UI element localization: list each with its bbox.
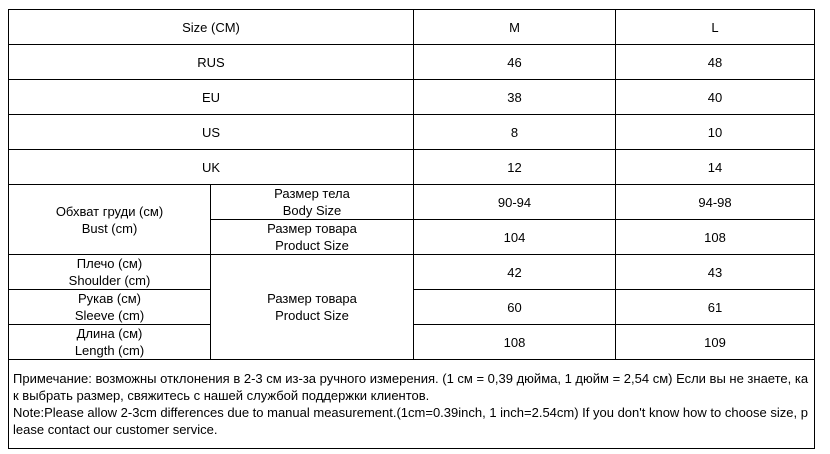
length-label-ru: Длина (см): [76, 326, 143, 341]
table-row-uk: [9, 150, 815, 185]
sleeve-label-cell: [9, 290, 211, 325]
sleeve-label-en: Sleeve (cm): [74, 308, 145, 323]
row-label: RUS: [9, 45, 414, 80]
shoulder-label-ru: Плечо (см): [76, 256, 143, 271]
note-text-en: Note:Please allow 2-3cm differences due to manual measurement.(1cm=0.39inch, 1 inch=2.54cm) If you don't know how to choose size, please contact our customer service.: [13, 405, 808, 437]
shoulder-label-cell: [9, 255, 211, 290]
table-row-eu: [9, 80, 815, 115]
cell-m: 46: [414, 45, 616, 80]
row-label: EU: [9, 80, 414, 115]
cell-l: 40: [616, 80, 815, 115]
cell-l: 48: [616, 45, 815, 80]
cell-m: 60: [414, 290, 616, 325]
cell-l: 108: [616, 220, 815, 255]
cell-m: 42: [414, 255, 616, 290]
table-row-shoulder: [9, 255, 815, 290]
bust-label-ru: Обхват груди (см): [55, 203, 164, 219]
cell-m: 38: [414, 80, 616, 115]
table-row-bust-body: [9, 185, 815, 220]
bust-label-cell: [9, 185, 211, 255]
note-text-ru: Примечание: возможны отклонения в 2-3 см из-за ручного измерения. (1 см = 0,39 дюйма, 1 дюйм = 2,54 см) Если вы не знаете, как выбрать размер, свяжитесь с нашей службой поддержки клиентов.: [13, 371, 809, 403]
header-row: [9, 10, 815, 45]
product-size-label-en: Product Size: [275, 308, 349, 323]
cell-l: 14: [616, 150, 815, 185]
size-chart-table: [8, 9, 815, 449]
body-size-label-ru: Размер тела: [274, 186, 350, 201]
note-cell: [9, 360, 815, 449]
sleeve-label-ru: Рукав (см): [78, 291, 141, 306]
size-header-cell: Size (CM): [9, 10, 414, 45]
cell-l: 61: [616, 290, 815, 325]
table-row-us: [9, 115, 815, 150]
body-size-label-en: Body Size: [282, 203, 342, 218]
shoulder-label-en: Shoulder (cm): [68, 273, 151, 288]
cell-l: 109: [616, 325, 815, 360]
row-label: UK: [9, 150, 414, 185]
cell-m: 104: [414, 220, 616, 255]
length-label-en: Length (cm): [74, 343, 145, 358]
cell-m: 8: [414, 115, 616, 150]
cell-m: 12: [414, 150, 616, 185]
bust-label-en: Bust (cm): [81, 220, 138, 236]
product-size-merged-cell: [211, 255, 414, 360]
col-m-header: M: [414, 10, 616, 45]
cell-m: 90-94: [414, 185, 616, 220]
product-size-label-en: Product Size: [275, 238, 349, 253]
table-row-rus: [9, 45, 815, 80]
row-label: US: [9, 115, 414, 150]
cell-l: 94-98: [616, 185, 815, 220]
product-size-label-ru: Размер товара: [267, 291, 357, 306]
cell-m: 108: [414, 325, 616, 360]
cell-l: 10: [616, 115, 815, 150]
note-row: [9, 360, 815, 449]
product-size-label-cell: [211, 220, 414, 255]
body-size-label-cell: [211, 185, 414, 220]
col-l-header: L: [616, 10, 815, 45]
cell-l: 43: [616, 255, 815, 290]
length-label-cell: [9, 325, 211, 360]
product-size-label-ru: Размер товара: [267, 221, 357, 236]
